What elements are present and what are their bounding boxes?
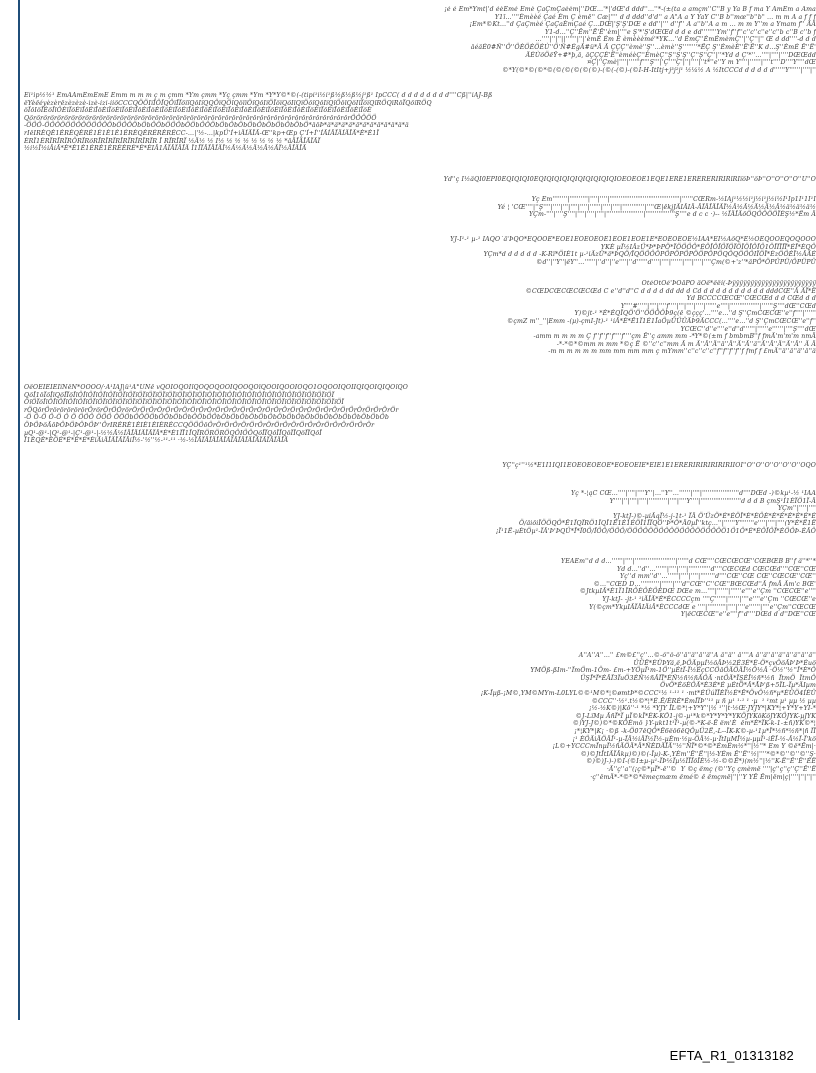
text-line: Yç *-¦ąC CŒ…''''|''''|''''Y''|…''Y''…''''''|''''|''''''''''''''''''''d''''DŒd -)©kµ¹-½ ¹ÍÄÄ [571,490,816,497]
text-line: Yd''ç Ï½äQÏ0ÈPÏ0ÈQÏQÏQÏ0ÈQÏQÏQÏQÏQÏQÏQÏQÏQÏQÏÖÈÖÈÖÈ1ÈQÈ1ÈRÈ1ÈRÈRÈRÏRÏRïRÏïöÞ''öÞ''Ö''Ö''Ö''Ö''Ü''Ö [443,176,816,183]
text-line: -*-*©*©mm m mm *©ç Ë ©''c''c''mm Ä m Ä''Ä''Ä''ä''Ä''Ä''Ä''ä''Ä''Ä''Ä''Ä''Ä'' Ä Ä [556,340,816,348]
scanned-page [24,0,816,1060]
text-line: ¡Em*©Kt…''d ÇaÇmèé ÇaÇaÈmÇaé Ç…DŒ|'Ş'Ş'DŒ e dd''|''' d''f'' A a''b''A a m ... m m Y''m a Ymam f'' ÄÄ [469,21,816,29]
text-line: Y''''|''|''''|''''|''''''''''|''''|''''Y''''|''''''''''''''''''''''d d d B çmŞ¹Í1ÈÏÖ1Ï-Ä [609,497,816,505]
text-line: Y)©jt-¹ *È*ÈQÏQÖ'Ö''ÖÖÖÖÞ9ç(ë ©ççç'…''''e…''d Ş''ÇmCŒCŒ''e''f''''|'''''' [574,310,816,318]
text-line: ·ç''ëmÄ*-*©*©*ëmeçmæm ëmé© ë ëmçmë|''|''Y YË Ëm|ëm|ç|''''|''|''|'' [590,773,816,781]
text-line: ©…''CŒD D…''''''''''|''''''|''''d''CŒ''C''CŒ''BŒCŒd''Ä fmÄ Äm'c BŒ' [593,580,816,588]
text-line: ©CCC''·½¹.t½©*¦*È.Ë/ÈRÈ*ÈmÏÏÞ''¹¹ µ ñ µ¹ ¹·¹ ¹ ·µ ¹ ¹mt µ¹ µµ ½ µµ [591,697,816,705]
text-block-1 [24,6,816,80]
text-line: Ö/äiöiÏÖÖQÖ*Ë1ÏQÏRÖ1ÏQÏ1Ë1È1ÈÖÏ1ÏÏQÖ''Þ*Ö*Ä0µÏ''ktç…''|''''''Y''''''''e''''|''''|''''(Y*È*Ë1Ë [518,520,816,528]
text-line: ¡L©+YCCCmÏnµÏ½ñÄÖÄ*Ä*ÑÈDÄÏÄ''½''ÑÏ*©*©*ÈmÈm½*''|½''* Em Y ©ë*Ëm|· [552,743,816,751]
text-line: YKÈ µÏ½IÄzÜ*Þ*ÞPÖ*ÏÖÖÖÖ*ÈÖÏÖÏÖÏÖÏÖÏÖÏÖÏÖ1ÖÏÏÏÏÏ*ÈÏ*ÈQÖ [600,243,816,251]
text-line: Ä''Ä''Ä''…'' £m©£''ç''…©-ô''ô-ô''ä''ä''ä''ä''Ä ä''ä'' ä''''Ä ä''ä''ä''ä''ä''ä''ä''ä'' [578,652,816,659]
text-line: ÖïÖÏöÏïÖÏïÖÏïÖÏïÖÏïÖÏïÖÏïÖÏïÖÏïÖÏïÖÏïÖÏïÖÏïÖÏïÖÏïÖÏïÖÏïÖÏïÖÏïÖÏïÖÏïÖÏïÖÏïÖÏïÖÏïÖÏïÖÏïÖÏïÖÏïÖÏïÖÏ [24,399,345,407]
text-line: YÇm*d d d d d d -K-Rï*ÖIÈ1t µ-¹iÄzÜ*ä*ÞQÖ/ÏQÖÖÖÖPÖPÖPÖPÖÖPÖPÖQÖQÖÖÖIÏÖÏ*ÈzÖÖÈÏ½ÄÄÈ [483,251,816,259]
text-line: ·Ä''ç''a''(¡ç©*µÏ*-ë''© Y ©ç ëmç (©''Yç çmèmë ''''|ç''ç''ç''Ç''Ë''Ë [606,765,816,773]
text-line: ©)YJ-J©)©*©KÖÈmö }Y-µkt1t¹Ï¹-µ(©-*K-ë-Ë ëm'È ëm*È*ÏK-k-1-±ñ)YK©*¦ [572,720,816,728]
text-line: YJ-ktJ-)©-µiÄqÏ½-j-1t-¹ ÏÄ Ö'ÜzÖ*È*ÈÖÏ*È*ÈÖÈ*È*È*È*È*È*È [613,512,816,520]
text-block-10 [24,558,816,624]
text-line: -ÖÖÖ-ÖÖÖÖÖÖÖÖÖÖÖÖÖbÖÖÖÖbÖbÖÖbÖÖÖbÖÖbÖÖÖbÖbÖbÖbÖbÖbÖbÖbÖbÖbÖ*äöÞ*ä*ä*ä*ä*ä*ä*ä*ä*ä*ä*ä*ä [24,122,409,130]
text-line: µQ¹-@¹-|Q¹-@¹-|Ç¹-@¹-|-½½Ä½ÍÄÏÄÍÄÏÄÏÄ*È*È1ÏÏ1ÏQÏRÖRÖRÖQÖIÖÖQöÏÏQöÏÏQöÏÏQöÏÏQöÏ [24,429,322,437]
text-line: ÖÞÖÞöÄöÞÖÞÖÞÖÞÖÞ''ÖrIRÈRÈ1ÈIÈ1ÈIÈRÈCCQÖÖÖöÖrÖrÖrÖrÖrÖrÖrÖrÖrÖrÖrÖrÖrÖrÖrÖrÖrÖrÖrÖr [24,421,375,429]
text-line: ©d''|''Y''|ëY''…''''''|''d''|''e''''|''d''''''d''''|''''|''''''|''''|''''|''''Çm(©+'z''*äPÖ*ÖPÜPÜ/ÖPÜPÜ [536,258,816,266]
text-block-6 [24,280,816,360]
document-id-stamp: EFTA_R1_01313182 [669,1048,794,1063]
text-line: Y''''#'''''|''''|''''f''''|'''|''''|''''|''''''e''''|''''''''''''''''|''''''Ş''''dŒ''CŒd [620,302,816,310]
text-line: ÖtéÖtÖé'ÞÖäPÖ äÖë*ëëí(-Þÿÿÿÿÿÿÿÿÿÿÿÿÿÿÿÿÿÿÿÿÿÿÿ [641,280,816,287]
text-line: ¡½-½K©)|Kö''·¹ *½ *YJY ÏL©*¦+Y*Y''|½ ¹''|t·½Œ·JYJY*|KY*¦+Y*Y+YI-* [588,705,816,713]
text-line: ÜÜË*ÈÜÞYä,ë,ÞÖÄpµÍ½öÄÞ½2È3È*È-Ö*çvÖöÄÞ'Þ*Èuö [633,659,816,667]
text-line: Yd BCCCCŒCŒ''CŒCŒd d d CŒd d d [686,295,816,303]
text-line: ½i½Ï½iÄiÄ*È*È1È1ÈRÈ1ÈRÈÈRÈ*È*ÈIÄ1ÄÏÄÏÄÏÄ Ï1ÏÏÄÏÄÏÄÏ½Ä½Ä½Ä½Ä½ÄÏ½ÄÏÄÏÄ [24,145,307,153]
text-line: Yé ¦ 'CŒ''''|''Ş''''|''''|'''|''''|''''|''''''|''''|''''|''''''''''''|''''Œ|ëkjJÄIÄIÄ-ÄÏÄÏÄÏÄÏ½Ä½Ä½Ä½Ä½Ä½ä½ä½ä½ [497,203,816,211]
text-block-8 [24,462,816,472]
text-line: QörörörörörörörörörörörörörörörörörörörörörörörörörörörörörörörörörörörörörörörörörörörörörörÖÖÖÖÖ [24,114,377,122]
text-line: ¡¹ ÈÖÄiÄÖÄÏ¹-µ-ÏÄ½iÄÏ½Ï½-µÈm·½µ-ÖÄ½-µ·ÏtIµMÏ½µ-µµÏ¹-iËÏ-½-Ä½Ï-Ï'kö [572,735,816,743]
text-line: YJ-Ï¹-¹ µ-¹ ÏÄQÖ´ä'ÞQÖ*ÈQÖÖÈ*ÈÖÈ1ÈÖÈÖÈÖÈ1ÈÖÈ1ÈÖÈ1È*ÈÖÈÖÈÖÈ½ÏÄÄ*ÈÏ½ÄöQ*Ë½ÖÈQÖÖÈQÖQÖÖÖ [450,236,816,243]
left-margin-rule [18,0,20,1020]
text-block-11 [24,652,816,790]
text-line: ¡K-Ïµß-¡M©,YM©MYm-L0LYL©©¹M©*¦©ømtÞ*©CCC¹½ ¹·¹¹ ¹ ·mt*ÈÜúÏÏÈÏ½È*Ë*ÖvÖ½ñ*µ*ÈÜÖ4ÍÈÜ [480,689,816,697]
text-line: ©)©)J-)-)©I-(©I±µ-µ¹-ÏÞ½Ïµ½ÏÏÏöÏÈ½-½-©©Ë*)(m½''|½''K-Ë''Ë''Ë''ÈË [586,758,816,766]
text-line: QöÏ1öÏöÏïQöÏÏöÏïÖÏïÖÏïÖÏïÖÏïÖÏïÖÏïÖÏïÖÏïÖÏïÖÏïÖÏïÖÏïÖÏïÖÏïÖÏïÖÏïÖÏïÖÏïÖÏïÖÏïÖÏïÖÏïÖÏïÖÏïÖÏïÖÏ [24,391,335,399]
text-line: Y|ëCŒCŒ''e''e''''f''d''''DŒd d d''DŒ''CŒ [680,611,816,619]
text-line: ©)©JtÏtIÄÏÄkµ)©)©(-Ïµ)-K-,YÈm''Ë''Ë''|½-YÈm Ë''Ë''½|''''*©*©''©''©''Ş· [580,750,816,758]
text-line: -m m m m m m mm mm mm mm ç mYmm''c''c''c''c''f''f''f''f''f fmf f £mÄ''ä''ä''ä''ä''ä [548,348,816,356]
text-line: Ëi¹ip½½¹ EmÄÄmÈmÈmÈ Èmm m m m ç m çmm *Ym çmm *Yç çmm *Ym *Y*Y©*©(-(tipi¹i½i¹ß½ß½ß½j¹ß¹ IpCCC( d d d d d d d d''''Cß|''iÄJ-Bß [24,92,493,99]
text-line: rÖQörÖrörörörörörÖrörÖrÖÖrörÖrÖrÖrÖrÖrÖrÖrÖrÖrÖrÖrÖrÖrÖrÖrÖrÖrÖrÖrÖrÖrÖrÖrÖrÖrÖrÖrÖrÖrÖrÖrÖr [24,406,399,414]
text-line: ÖvÖ*ÈöÈÖÄ*È3È*È µÈtÖ*Ä*ÅÞ'ß+5ÏL-Ïµ*ÄIµm [660,682,816,690]
text-line: -Ö Ö-Ö Ö-Ö Ö Ö ÖÖÖ ÖÖÖ ÖÖÖbÖÖÖÖbÖÖbÖbÖbÖÖbÖÖbÖbÖbÖbÖbÖbÖbÖbÖbÖbÖbÖbÖbÖbÖbÖbÖbÖbÖb [24,414,390,422]
text-line: ¡Ï¹1Ë-µÈtÖµ¹-ÏÄ'Þ'ÞQÜ*Ï*Ï0Ö/ÏÖÖ/ÖÖÖ/ÖÖÖÖÖÖÖÖÖÖÖÖÖÖÖÖÖÖÖ1Ö1Ö*È*ÈÖÏÖÏ*ÈÖÖÞ-ÈÄÖ [495,527,816,535]
text-line: ÜŞÏ*Ï*ÈÄÏ3ÏuÖ3ÈÑ½ñÄÏÏ*ÈÑ½ñ½ñÄÖÄ ·ntÖÄ*ÏŞÈÏ½ñ*½ñ ÏtmÖ ÏtmÖ [580,674,816,682]
text-line: ÖëÖÈIÈIÈIïÑëÑ*ÖÖÖÖ/·Ä¹ÏAJ|ü¹Ä°ÜNë vQÖIÖQÖÏïQÖQÖQÖÖÏQÖÖQÖïQÖÖÏQÖÖIÖQÖ1ÖQÖÖÏQÖÏÏQÏQÖÏQÏQÖïQÖ [24,384,408,391]
text-block-3 [24,176,816,186]
text-line: ©CŒDCŒCŒCŒCŒd C e''d''d''C d d d d dd dd d Cd d d d d d d d d d d dddCŒ''Ä ÄÏ*Ë [525,287,816,295]
text-line: ëYèëéyèzèrëzèzèzè-izè-izi-iiöCCCQÖÖIïÏÖÏQÖïÏÏöïïQöIïQQÖïQÖïQöïïÖïQöIïÖÏöïQöIïQïÖöïQöIïQïÖöïQöIïÏöïQïRÖQïRöÏQöïRÖQ [24,99,432,107]
text-line: Y1ī…''''Èmèèé Çaé Èm Ç èmē'' Cæ|'''' d d ddd''d'd'' a A"A a Y YaY C''B b''mœ''b''b" ... m m A a f f f [494,13,816,21]
text-line: …''''|''|''||''''''|''|'èmÈ Èm É èmèèèmé'*YK…''d ÈmÇ''ÈmÈmèmÇ''|''Ç''|'' Œ d dd''''-d d d [535,36,816,44]
text-line: ÄÈÙöÖëŸ+#*þ,ä, äÇÇÇÈ'Ë''èméèÇ''ÈmèÇ''Ş''Ş'Ş''Ç''Ş''Ç''|''*Yd d Ç'*''…''''|''''|''''DŒŒdd [525,51,816,59]
text-line: YÇm-''''|''''Ş''''|''''|''''|''''|''''''''''''''''''''|''''''''''''''''Ş''''e d c c ·)-- ½ÏÄÏÄöÖQÖÖÖÖÏÈŞ½*Ëm Ä [528,211,816,219]
text-line: Yd d…''d''…''''''|''''|''''|''''''''''''d''''CŒCŒd CŒCŒd''''CŒ''CŒ [617,565,816,573]
text-line: Ï1ÈQÈ*ÈÖÈ*È*È*È*ÈiÄiÄÏÄÏÄÏÄiÏ½-'½''½-¹¹-¹¹ ·½-½ÏÄÏÄÏÄÏÄÏÄÏÄÏÄÏÄÏÄÏÄÏÄÏÄÏÄ [24,437,289,445]
text-block-4 [24,196,816,224]
text-line: YÈÄÈm''d d d…''''''|''''|''''''''''''''''''''''|''''''d CŒ''''CŒCŒCŒ''CŒBŒB B''f ä''*''* [560,558,816,565]
text-line: Yç''d mm''d''…''''''|''''|''''|''''''''d''''CŒ''CŒ CŒ''CŒCŒ''CŒ'' [620,573,816,581]
text-line: ©*Y(©*©(©*©(©(©(©(©(©)-(©(-(©)-(©I-H-ItItj+j³j²j¹ ½¼½ A ½ItCCCd d d d d d''''''Y''''''|''''|'' [502,66,816,74]
text-line: äéäÈ0#Ñ''Ö''ÖÈÖÈÖÈÙ''Ö'Ñ#ÈgÄ#ü*Ä Ä ÇÇÇ''èmè''Ş''…èmè''Ş''''''''*ËÇ Ş''ÈmèÈ''Ë'Ë''K d…Ş''ÈmÈ Ë''Ë' [470,43,816,51]
text-block-9 [24,490,816,540]
text-block-5 [24,236,816,270]
text-block-7 [24,384,816,450]
text-line: ¡é é Ëm*Ymt|'d éèÈmé Èmè ÇaÇmÇaèèm|''DŒ…'*|'dŒ'd ddd''…''*-(±(ta a amçm''C''B y Ya Ḃ f ma Y ÄmEm a Ama [444,6,816,13]
text-line: Yç Ēm''''''''|''''''''''|''''|''''|''''''''''''''''''''''''''''''''''''''|''''''CŒRm-½ÍÄj¹½½i¹j½i¹j½i½Í¹Ip1Í¹1Í¹Í [531,196,816,203]
text-line: Y1-d…''Ç''Ēm''Ē'Ē''èm|''''e Ş'*'Ş'dŒŒd d d e dd''''''''Ym''f''f''c''c''c''e''c''b c''B c''b f [544,28,816,36]
text-line: ©çmZ m''_''|Emm -(µ)-çmI-Jt)-¹ ¹iÄ*È*Ë1Ï1È1ÏaÖµÜÜÜÄÞ9ÄCCC(…''''e…''d Ş''ÇmCŒCŒ''e''f'' [507,317,816,325]
text-line: YÇ''ç¹''¹½*È1Ï1ÏQÏ1ÈÖÈÖÈÖÈÖÈ*ÈÖÈÖÈÏÈ*ÈÏÈ1È1ÈRÈRÏRÏRÏRÏRÏRÏIÖÏ''Ö''Ö''Ö''Ö''Ö''Ö''ÖQÖ [502,462,816,469]
text-line: YMÖß-ßIm-''ÏmÖm-1Öm- £m-+YÖµÏ¹m-1Ö''µÈtÏ-Ï½ÈçCCÖäÖÄÖÄÏ½Ö½Ä ·Ö½''½''Ï*È*Ö [530,667,816,675]
text-line: ©JtkµIÄ*È1Ï1ÏRÖÈÖÈÖÈDŒ DŒe m…''''|''''''|''''''e''''e''Çm ''CŒCŒ''e'''' [579,588,816,596]
text-line: ¤Ç|''Çmè|''''|''''''f''''Ş'''|'Ç''''Ç'|''|''''|''t*''e''Y m Y''''|''''''|''''t''''D''''Y''''dŒ [587,59,816,67]
text-line: ÈRÏ1ÈRÏRÏRÏRÖRÏRöRÏRÏRÏRÏRÏRÏRÏRÏR Ï RÏRÏRÏ ½Ä½ ½ I½ ½ ½ ½ ½ ½ ½ ½ *äÄÏÄÏÄÏÄÏ [24,137,321,145]
text-line: öÏöIöÏÈöÏïÖÈïÏöÈïÏöÈïÏöÈïÏöÈïÏöÈïÏöÈïÏöÈïÏöÈïÏöÈïÏöÈïÏöÈïÏöÈïÏöÈïÏöÈïÏöÈïÏöÈïÏöÈïÏöÈïÏöÈïÏöÈïÏöÈïÏöÈïÏöÈ [24,107,372,115]
text-line: YÇm''|''''|'''' [777,505,816,513]
text-line: YCŒC''d''e''''e''d''d''''''|''''''e''''''|''''Ş''''dŒ [680,325,816,333]
text-block-2 [24,92,816,158]
text-line: -amm m m m m Ç f''f''f''f''''f''''çm Ë''ç amm mm -*Y*©(±m f bmbmB''f fmÄ'm'm'm nmÄ [533,333,816,341]
text-line: rIëIRÈQÈ1ÈRÈQÈRÈ1È1È1È1ÈRÈQÈRÈRÈRÈCC-…|'½-…|kpÜ'Í+iÄÍÄÏÄ-Œ''kp+Œp Ç'Í+Í''ÍÄÍÄÏÄÍÄÏÄ*È*È1Ï [24,129,380,137]
text-line: ©J-LïMµ ÄñÏ*Ï µÏ©kÏ*ÈK-KÕ1-j©-µ¹*k©*Y*Y*Y*YKÖJYKöKöJYKÖJYK-µJYK [575,712,816,720]
text-line: Y(©çm*YkµIÄÏÄIÄiÄ*ÈCCCdŒ e ''''|''''''''''|''''|''''e''''''|''''e''Çm''CŒCŒ [589,603,816,611]
text-line: YJ-ktJ- -jt-¹ ¹iÄÏÄ*È*ÈCCCCçm ''''Ç''''''|''''''|''''e''''e''Çm ''CŒCŒ''e [602,595,816,603]
text-line: ¡*¦KY*|K¡ ·©ß -k-Ö07ëQÖ*Ë6ëö6ëQÖµÜ2Ë,-L--ÏK-K©-µ-¹1µ*Ï*½ñ*½ñ*|ñ ÏÏ [574,727,816,735]
